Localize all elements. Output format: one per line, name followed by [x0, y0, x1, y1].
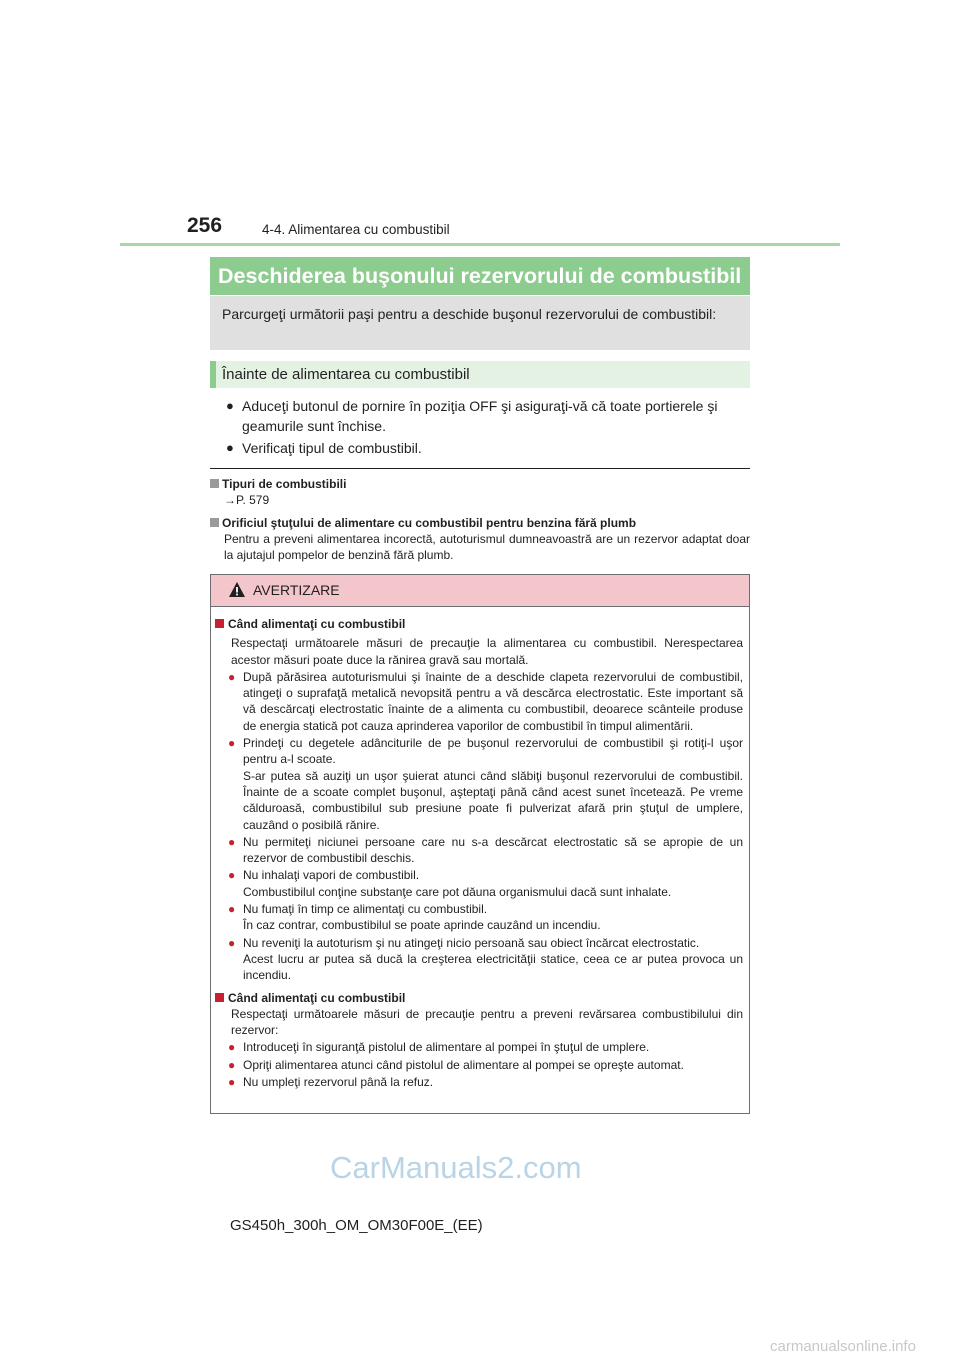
intro-text: Parcurgeţi următorii paşi pentru a deschide buşonul rezervorului de combustibil: — [222, 306, 717, 322]
info-title: Tipuri de combustibili — [222, 477, 347, 491]
bullet-icon: ● — [226, 398, 234, 413]
bullet-icon: ● — [228, 1075, 236, 1090]
bullet-icon: ● — [228, 935, 236, 950]
header-rule — [120, 243, 840, 246]
before-list — [226, 396, 750, 460]
section-title: 4-4. Alimentarea cu combustibil — [262, 222, 450, 237]
info-body: Pentru a preveni alimentarea incorectă, autoturismul dumneavoastră are un rezervor adaptat doar la ajutajul pompelor de benzină fără plumb. — [224, 532, 750, 562]
list-item: ● Aduceţi butonul de pornire în poziţia OFF şi asiguraţi-vă că toate portierele şi geamurile sunt închise. — [226, 398, 718, 434]
list-item: ● După părăsirea autoturismului şi înainte de a deschide clapeta rezervorului de combustibil, atingeţi o suprafaţă metalică nevopsită pentru a vă descărca electrostatic. Este important să vă descărcaţi electrostatic înainte de a alimenta cu combustibil, deoarece scânteile produse de energia statică pot cauza aprinderea vaporilor de combustibil în timpul alimentării. — [228, 669, 743, 733]
list-item: ● Nu reveniţi la autoturism şi nu atingeţi nicio persoană sau obiect încărcat electrostatic. Acest lucru ar putea să ducă la creşterea electricităţii statice, ceea ce ar putea provoca un incendiu. — [228, 935, 743, 983]
list-item: ● Opriţi alimentarea atunci când pistolul de alimentare al pompei se opreşte automat. — [228, 1057, 684, 1072]
before-heading: Înainte de alimentarea cu combustibil — [210, 361, 750, 388]
warning-section-title: Când alimentaţi cu combustibil — [215, 616, 743, 632]
list-item: ● Nu fumaţi în timp ce alimentaţi cu combustibil. În caz contrar, combustibilul se poate aprinde cauzând un incendiu. — [228, 902, 601, 933]
info-fuel-types — [210, 476, 750, 508]
bullet-icon: ● — [228, 1040, 236, 1055]
footer-code: GS450h_300h_OM_OM30F00E_(EE) — [230, 1217, 483, 1234]
warning-label: AVERTIZARE — [253, 582, 340, 598]
main-heading: Deschiderea buşonului rezervorului de combustibil — [210, 257, 750, 295]
watermark: CarManuals2.com — [330, 1150, 582, 1185]
list-item: ● Prindeţi cu degetele adânciturile de pe buşonul rezervorului de combustibil şi rotiţi-l uşor pentru a-l scoate. S-ar putea să auziţi un uşor şuierat atunci când slăbiţi buşonul rezervorului de combustibil. Înainte de a scoate complet buşonul, aşteptaţi până când acest sunet încetează. Pe vreme călduroasă, combustibilul sub presiune poate fi pulverizat afară prin ştuţul de umplere, cauzând o posibilă rănire. — [228, 736, 743, 832]
bullet-icon: ● — [226, 440, 234, 455]
info-title: Orificiul ştuţului de alimentare cu combustibil pentru benzina fără plumb — [222, 516, 637, 530]
square-bullet-icon — [210, 479, 219, 488]
bullet-icon: ● — [228, 902, 236, 917]
bullet-icon: ● — [228, 669, 236, 684]
intro-box — [210, 296, 750, 350]
list-item: ● Nu umpleţi rezervorul până la refuz. — [228, 1075, 434, 1090]
square-bullet-icon — [215, 993, 224, 1002]
page-reference-link[interactable]: →P. 579 — [224, 493, 270, 507]
warning-body — [211, 607, 749, 1090]
separator — [210, 468, 750, 469]
bullet-icon: ● — [228, 736, 236, 751]
warning-text: Respectaţi următoarele măsuri de precauţie pentru a preveni revărsarea combustibilului din rezervor: — [231, 1006, 743, 1038]
page-number: 256 — [187, 214, 223, 237]
warning-header — [211, 575, 749, 607]
square-bullet-icon — [210, 518, 219, 527]
bullet-icon: ● — [228, 1057, 236, 1072]
watermark-bottom: carmanualsonline.info — [770, 1338, 916, 1355]
warning-section-title: Când alimentaţi cu combustibil — [215, 990, 743, 1006]
warning-box — [210, 574, 750, 1114]
bullet-icon: ● — [228, 834, 236, 849]
info-filler-opening — [210, 515, 750, 563]
list-item: ● Nu permiteţi niciunei persoane care nu s-a descărcat electrostatic să se apropie de un rezervor de combustibil deschis. — [228, 834, 743, 866]
warning-triangle-icon — [228, 581, 246, 598]
list-item: ● Introduceţi în siguranţă pistolul de alimentare al pompei în ştuţul de umplere. — [228, 1040, 650, 1055]
warning-text: Respectaţi următoarele măsuri de precauţie la alimentarea cu combustibil. Nerespectarea acestor măsuri poate duce la rănirea gravă sau mortală. — [231, 636, 743, 667]
list-item: ● Nu inhalaţi vapori de combustibil. Combustibilul conţine substanţe care pot dăuna organismului dacă sunt inhalate. — [228, 868, 672, 899]
list-item: ● Verificaţi tipul de combustibil. — [226, 440, 422, 456]
square-bullet-icon — [215, 619, 224, 628]
bullet-icon: ● — [228, 868, 236, 883]
